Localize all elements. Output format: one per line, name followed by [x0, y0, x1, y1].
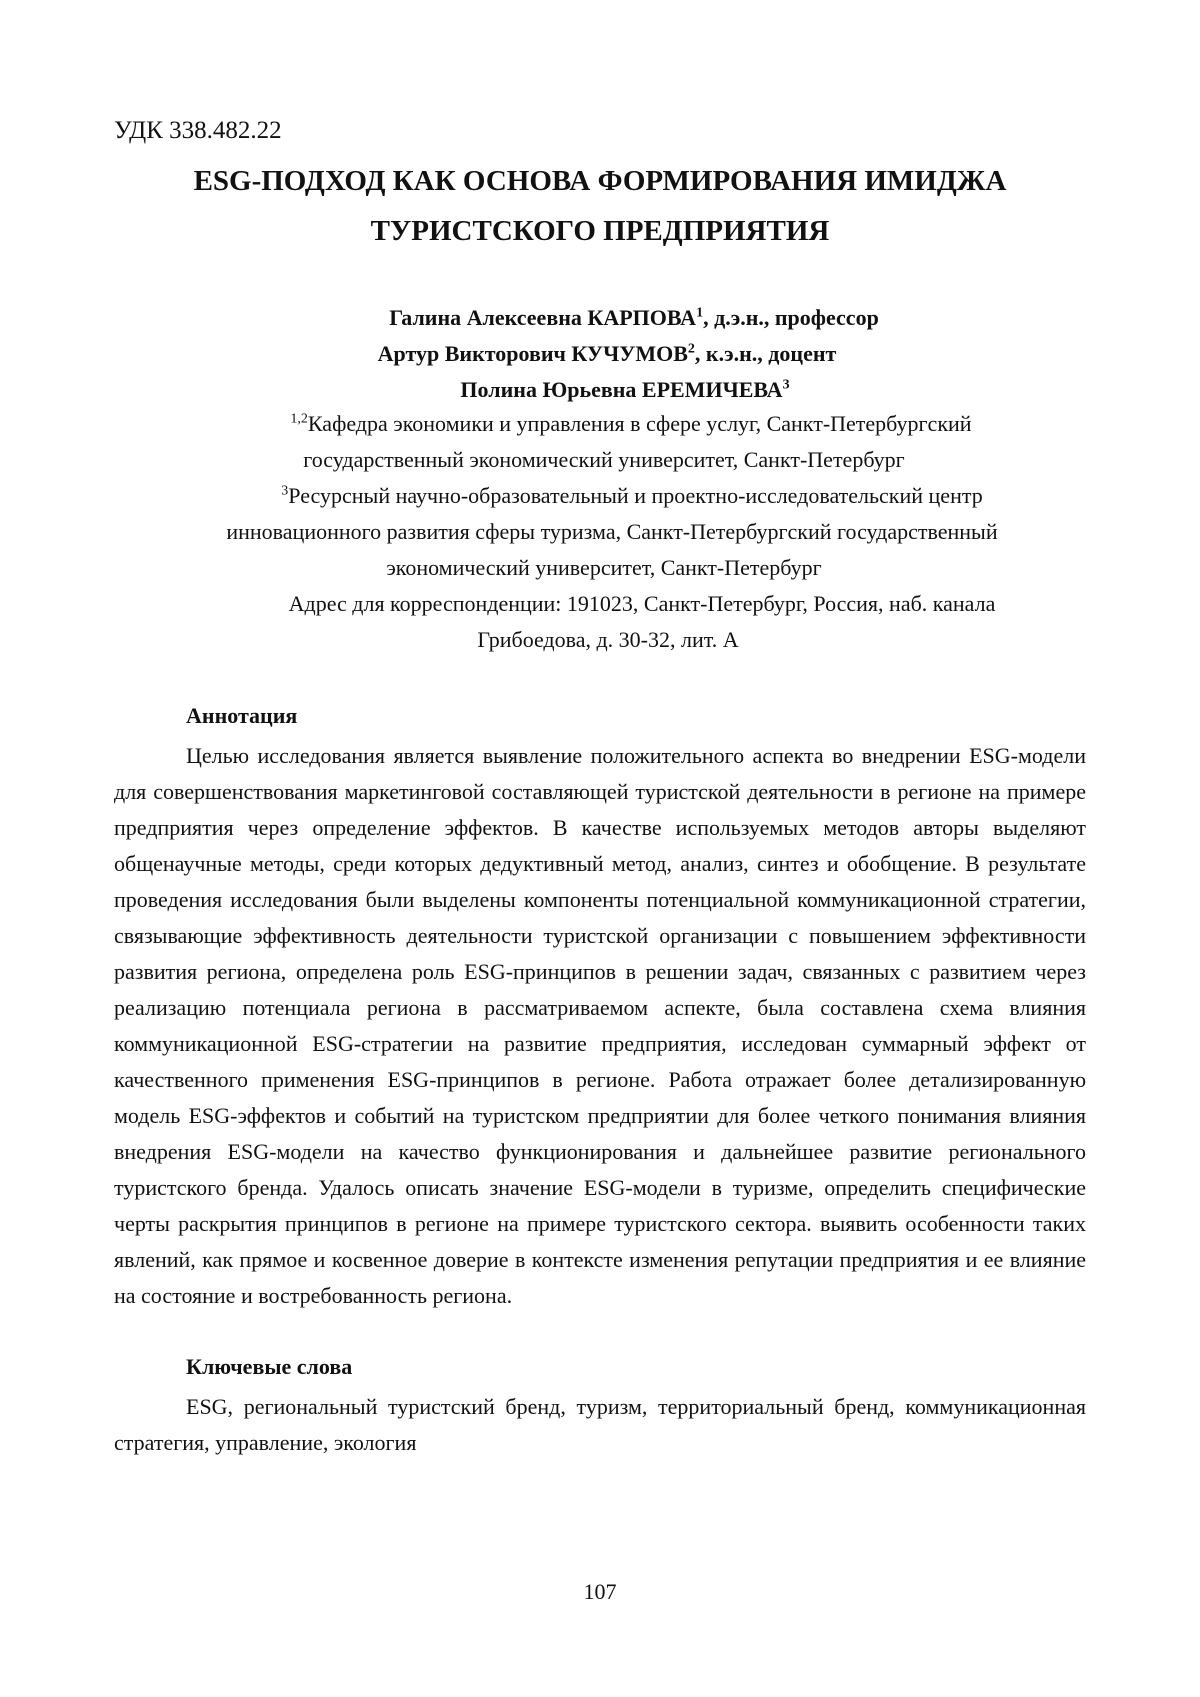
annotation-text: Целью исследования является выявление положительного аспекта во внедрении ESG-модели для совершенствования маркетинговой составляющей туристской деятельности в регионе на примере предприятия через определение эффектов. В качестве используемых методов авторы выделяют общенаучные методы, среди которых дедуктивный метод, анализ, синтез и обобщение. В результате проведения исследования были выделены компоненты потенциальной коммуникационной стратегии, связывающие эффективность деятельности туристской организации с повышением эффективности развития региона, определена роль ESG-принципов в решении задач, связанных с развитием через реализацию потенциала региона в рассматриваемом аспекте, была составлена схема влияния коммуникационной ESG-стратегии на развитие предприятия, исследован суммарный эффект от качественного применения ESG-принципов в регионе. Работа отражает более детализированную модель ESG-эффектов и событий на туристском предприятии для более четкого понимания влияния внедрения ESG-модели на качество функционирования и дальнейшее развитие регионального туристского бренда. Удалось описать значение ESG-модели в туризме, определить специфические черты раскрытия принципов в регионе на примере туристского сектора. выявить особенности таких явлений, как прямое и косвенное доверие в контексте изменения репутации предприятия и ее влияние на состояние и востребованность региона. [114, 743, 1086, 1308]
author-1-sup: 1 [696, 305, 704, 321]
author-2-name: Артур Викторович КУЧУМОВ [377, 341, 688, 366]
affiliation-2-line-1 [114, 478, 1086, 514]
affiliation-2-text-1: Ресурсный научно-образовательный и проектно-исследовательский центр [288, 483, 983, 508]
affiliation-2-line-3: экономический университет, Санкт-Петербург [386, 555, 822, 580]
affiliations [114, 406, 1086, 658]
title-line-2: ТУРИСТСКОГО ПРЕДПРИЯТИЯ [370, 215, 830, 247]
author-list [114, 300, 1086, 408]
affiliation-2-sup: 3 [281, 483, 289, 499]
author-3-name: Полина Юрьевна ЕРЕМИЧЕВА [460, 377, 783, 402]
author-3-sup: 3 [782, 377, 790, 393]
author-3 [114, 372, 1086, 408]
annotation-heading: Аннотация [186, 703, 298, 728]
affiliation-1-line-1 [114, 406, 1086, 442]
author-2 [114, 336, 1086, 372]
address-line-2: Грибоедова, д. 30-32, лит. А [477, 627, 739, 652]
paper-title [114, 156, 1086, 256]
affiliation-1-sup: 1,2 [290, 411, 308, 427]
author-2-sup: 2 [687, 341, 695, 357]
author-1-name: Галина Алексеевна КАРПОВА [389, 305, 697, 330]
author-1-degree: , д.э.н., профессор [703, 305, 879, 330]
author-2-degree: , к.э.н., доцент [694, 341, 837, 366]
title-line-1: ESG-ПОДХОД КАК ОСНОВА ФОРМИРОВАНИЯ ИМИДЖА [193, 165, 1007, 197]
affiliation-2-line-2: инновационного развития сферы туризма, Санкт-Петербургский государственный [226, 519, 998, 544]
affiliation-1-text-1: Кафедра экономики и управления в сфере услуг, Санкт-Петербургский [307, 411, 972, 436]
page-number: 107 [583, 1579, 617, 1604]
keywords-text: ESG, региональный туристский бренд, туризм, территориальный бренд, коммуникационная стратегия, управление, экология [114, 1394, 1086, 1455]
author-1 [114, 300, 1086, 336]
affiliation-1-line-2: государственный экономический университет, Санкт-Петербург [303, 447, 905, 472]
keywords-heading: Ключевые слова [186, 1354, 353, 1379]
address-line-1: Адрес для корреспонденции: 191023, Санкт-Петербург, Россия, наб. канала [288, 591, 996, 616]
udk-code: УДК 338.482.22 [114, 117, 282, 144]
